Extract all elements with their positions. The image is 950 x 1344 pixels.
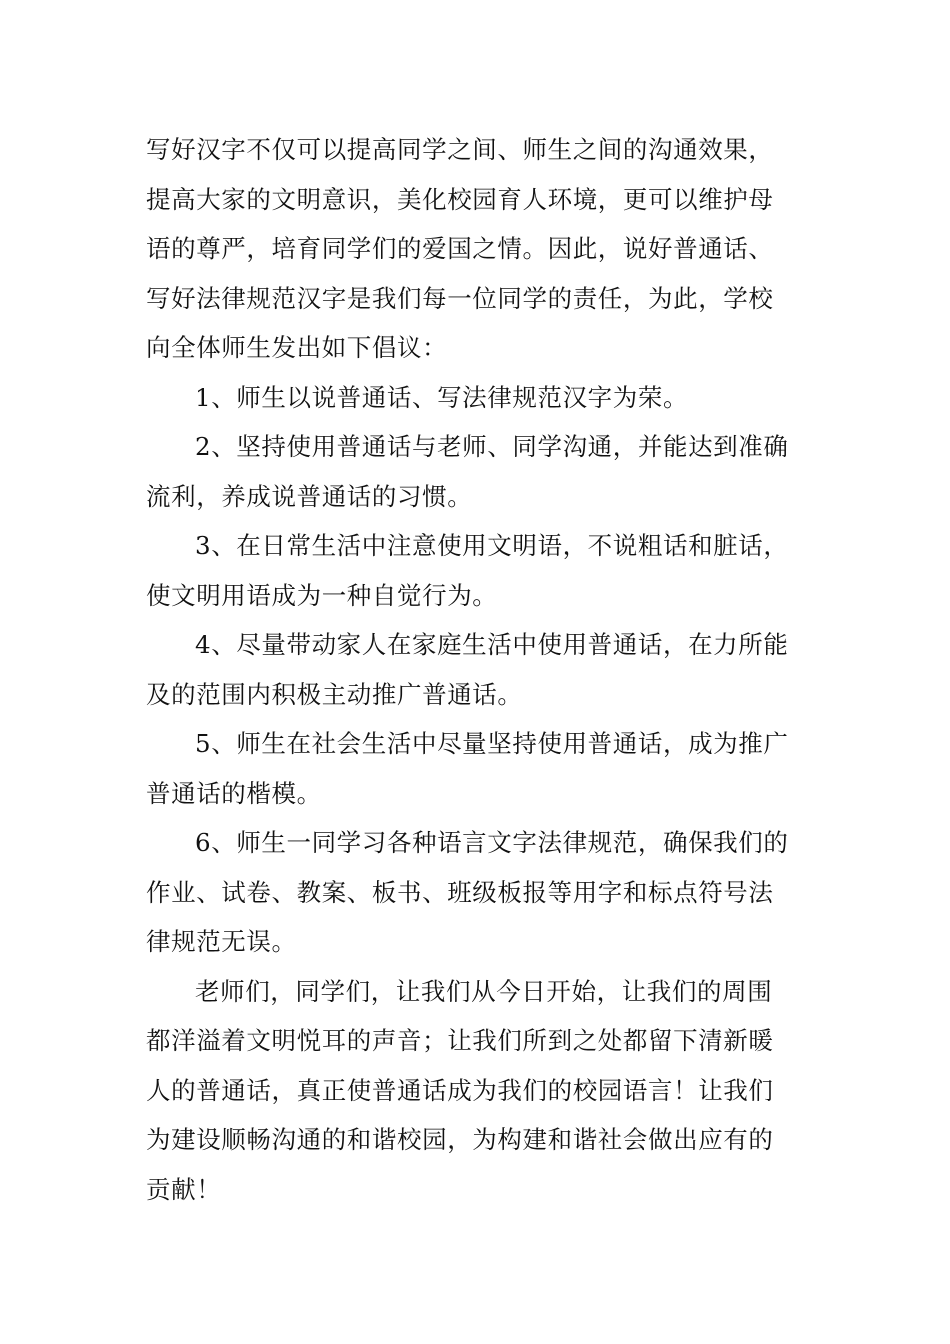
text-line: 人的普通话，真正使普通话成为我们的校园语言！让我们 (146, 1075, 774, 1105)
proposal-item-3: 3、在日常生活中注意使用文明语，不说粗话和脏话， (195, 531, 789, 560)
text-line: 贡献！ (146, 1174, 222, 1204)
text-line: 普通话的楷模。 (146, 778, 322, 808)
closing-paragraph-start: 老师们，同学们，让我们从今日开始，让我们的周围 (195, 976, 773, 1006)
text-line: 及的范围内积极主动推广普通话。 (146, 679, 523, 709)
text-line: 使文明用语成为一种自觉行为。 (146, 580, 498, 610)
text-line: 律规范无误。 (146, 927, 297, 956)
text-line: 都洋溢着文明悦耳的声音；让我们所到之处都留下清新暖 (146, 1026, 774, 1055)
text-line: 写好汉字不仅可以提高同学之间、师生之间的沟通效果， (146, 135, 774, 164)
text-line: 向全体师生发出如下倡议： (146, 333, 448, 362)
text-line: 写好法律规范汉字是我们每一位同学的责任，为此，学校 (146, 283, 774, 313)
text-line: 为建设顺畅沟通的和谐校园，为构建和谐社会做出应有的 (146, 1125, 774, 1154)
text-line: 流利，养成说普通话的习惯。 (146, 481, 473, 511)
text-line: 提高大家的文明意识，美化校园育人环境，更可以维护母 (146, 184, 774, 214)
proposal-item-4: 4、尽量带动家人在家庭生活中使用普通话，在力所能 (195, 630, 789, 659)
document-body (146, 125, 806, 1214)
proposal-item-1: 1、师生以说普通话、写法律规范汉字为荣。 (195, 382, 689, 412)
proposal-item-2: 2、坚持使用普通话与老师、同学沟通，并能达到准确 (195, 432, 789, 461)
text-line: 作业、试卷、教案、板书、班级板报等用字和标点符号法 (146, 877, 774, 907)
text-line: 语的尊严，培育同学们的爱国之情。因此，说好普通话、 (146, 234, 774, 263)
proposal-item-6: 6、师生一同学习各种语言文字法律规范，确保我们的 (195, 828, 789, 857)
proposal-item-5: 5、师生在社会生活中尽量坚持使用普通话，成为推广 (195, 729, 789, 758)
